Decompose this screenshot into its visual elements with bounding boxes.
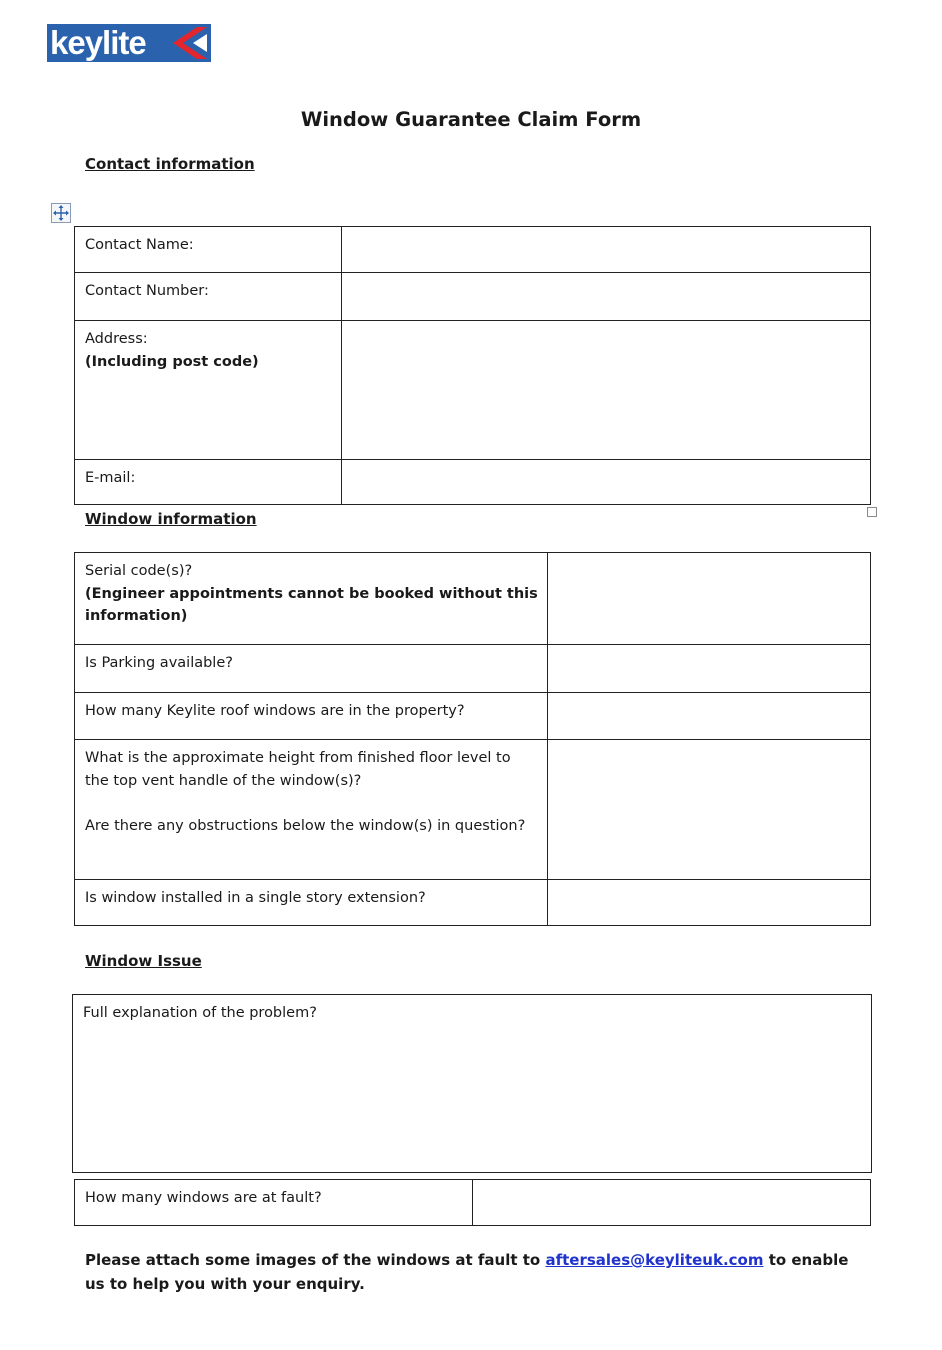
email-field[interactable]: [342, 460, 871, 505]
table-row: [75, 321, 871, 460]
window-info-table: [74, 552, 871, 926]
address-field[interactable]: [342, 321, 871, 460]
table-row: [75, 273, 871, 321]
parking-label: Is Parking available?: [75, 645, 548, 693]
explanation-label: Full explanation of the problem?: [83, 1005, 317, 1021]
window-count-label: How many Keylite roof windows are in the property?: [75, 693, 548, 740]
table-resize-handle[interactable]: [867, 507, 877, 517]
table-row: [75, 553, 871, 645]
contact-name-field[interactable]: [342, 227, 871, 273]
table-row: [75, 880, 871, 926]
fault-count-label: How many windows are at fault?: [75, 1180, 473, 1226]
explanation-field[interactable]: [73, 995, 872, 1173]
serial-code-label: Serial code(s)?: [85, 563, 193, 579]
table-row: [75, 1180, 871, 1226]
issue-explanation-table: [72, 994, 872, 1173]
address-sublabel: (Including post code): [85, 354, 259, 370]
window-count-field[interactable]: [548, 693, 871, 740]
address-label-cell: [75, 321, 342, 460]
table-row: [75, 740, 871, 880]
serial-code-label-cell: [75, 553, 548, 645]
aftersales-email-link[interactable]: aftersales@keyliteuk.com: [545, 1251, 764, 1269]
height-obstruction-label-cell: [75, 740, 548, 880]
table-move-handle[interactable]: [51, 203, 71, 223]
fault-count-field[interactable]: [473, 1180, 871, 1226]
logo-wordmark: keylite: [50, 24, 146, 61]
logo-chevron-icon: [167, 24, 211, 62]
serial-code-field[interactable]: [548, 553, 871, 645]
contact-name-label: Contact Name:: [75, 227, 342, 273]
parking-field[interactable]: [548, 645, 871, 693]
extension-label: Is window installed in a single story extension?: [75, 880, 548, 926]
obstruction-label: Are there any obstructions below the window(s) in question?: [85, 818, 526, 834]
table-row: [73, 995, 872, 1173]
table-row: [75, 645, 871, 693]
page-title: Window Guarantee Claim Form: [300, 108, 642, 131]
keylite-logo: [47, 24, 211, 62]
footer-note: [85, 1248, 855, 1296]
contact-section-heading: Contact information: [85, 155, 255, 173]
contact-number-label: Contact Number:: [75, 273, 342, 321]
serial-code-sublabel: (Engineer appointments cannot be booked without this information): [85, 586, 538, 624]
fault-count-table: [74, 1179, 871, 1226]
extension-field[interactable]: [548, 880, 871, 926]
email-label: E-mail:: [75, 460, 342, 505]
window-section-heading: Window information: [85, 510, 257, 528]
height-label: What is the approximate height from finished floor level to the top vent handle of the window(s)?: [85, 750, 511, 789]
footer-text-before: Please attach some images of the windows at fault to: [85, 1251, 546, 1269]
address-label: Address:: [85, 331, 148, 347]
table-row: [75, 460, 871, 505]
issue-section-heading: Window Issue: [85, 952, 202, 970]
contact-number-field[interactable]: [342, 273, 871, 321]
footer-text-after: to enable us to help you with your enquiry.: [85, 1251, 849, 1293]
height-obstruction-field[interactable]: [548, 740, 871, 880]
contact-info-table: [74, 226, 871, 505]
move-arrows-icon: [52, 204, 70, 222]
table-row: [75, 693, 871, 740]
table-row: [75, 227, 871, 273]
